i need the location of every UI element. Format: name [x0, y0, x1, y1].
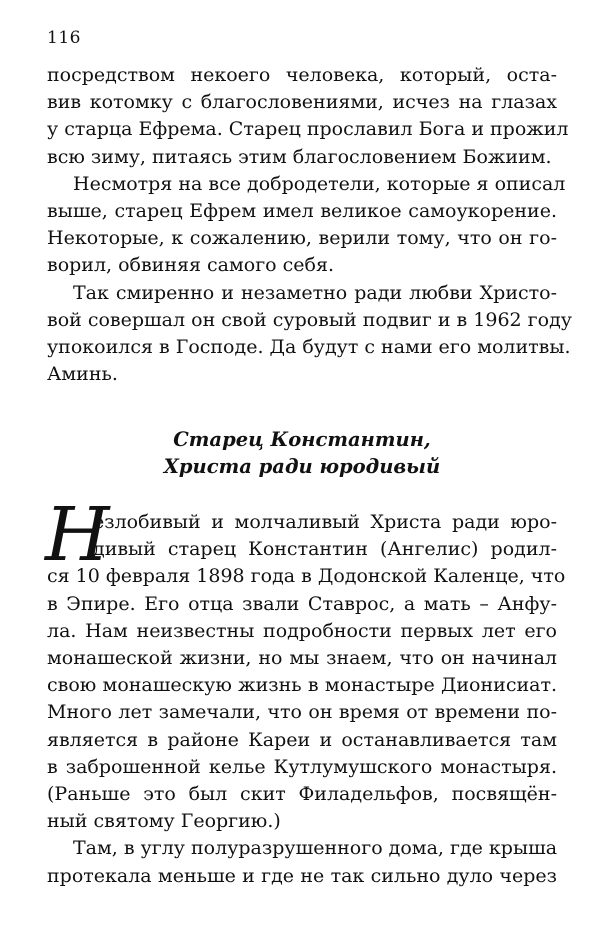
- text-line: дивый старец Константин (Ангелис) родил-: [93, 538, 557, 561]
- top-text-block: [47, 62, 572, 388]
- text-line: ный святому Георгию.): [47, 810, 281, 833]
- text-line: монашеской жизни, но мы знаем, что он начинал: [47, 647, 557, 670]
- body-text-block: [47, 509, 566, 890]
- section-heading: [47, 426, 557, 480]
- text-line: вой совершал он свой суровый подвиг и в 1962 году: [47, 308, 572, 331]
- drop-cap: Н: [45, 492, 110, 578]
- text-line: является в районе Кареи и останавливается там: [47, 728, 557, 751]
- text-line: вив котомку с благословениями, исчез на глазах: [47, 91, 557, 114]
- text-line: Так смиренно и незаметно ради любви Христо-: [73, 281, 557, 304]
- text-line: Аминь.: [47, 363, 118, 386]
- text-line: всю зиму, питаясь этим благословением Божиим.: [47, 145, 552, 168]
- text-line: в Эпире. Его отца звали Ставрос, а мать – Анфу-: [47, 592, 557, 615]
- text-line: Много лет замечали, что он время от времени по-: [47, 701, 557, 724]
- text-line: Там, в углу полуразрушенного дома, где крыша: [73, 837, 558, 860]
- page-number: 116: [47, 28, 81, 48]
- heading-line-2: Христа ради юродивый: [163, 455, 441, 478]
- text-line: протекала меньше и где не так сильно дуло через: [47, 864, 557, 887]
- text-line: (Раньше это был скит Филадельфов, посвящён-: [47, 783, 557, 806]
- text-line: посредством некоего человека, который, оста-: [47, 64, 557, 86]
- text-line: ся 10 февраля 1898 года в Додонской Каленце, что: [47, 565, 566, 588]
- text-line: езлобивый и молчаливый Христа ради юро-: [93, 511, 557, 533]
- text-line: в заброшенной келье Кутлумушского монастыря.: [47, 755, 557, 778]
- text-line: выше, старец Ефрем имел великое самоукорение.: [47, 200, 557, 223]
- text-line: ла. Нам неизвестны подробности первых лет его: [47, 619, 557, 642]
- text-line: свою монашескую жизнь в монастыре Дионисиат.: [47, 674, 557, 697]
- text-line: Некоторые, к сожалению, верили тому, что он го-: [47, 227, 557, 250]
- text-line: упокоился в Господе. Да будут с нами его молитвы.: [47, 336, 571, 359]
- text-line: у старца Ефрема. Старец прославил Бога и прожил: [47, 118, 569, 141]
- heading-line-1: Старец Константин,: [173, 428, 431, 451]
- text-line: Несмотря на все добродетели, которые я описал: [73, 172, 566, 195]
- text-line: ворил, обвиняя самого себя.: [47, 254, 334, 277]
